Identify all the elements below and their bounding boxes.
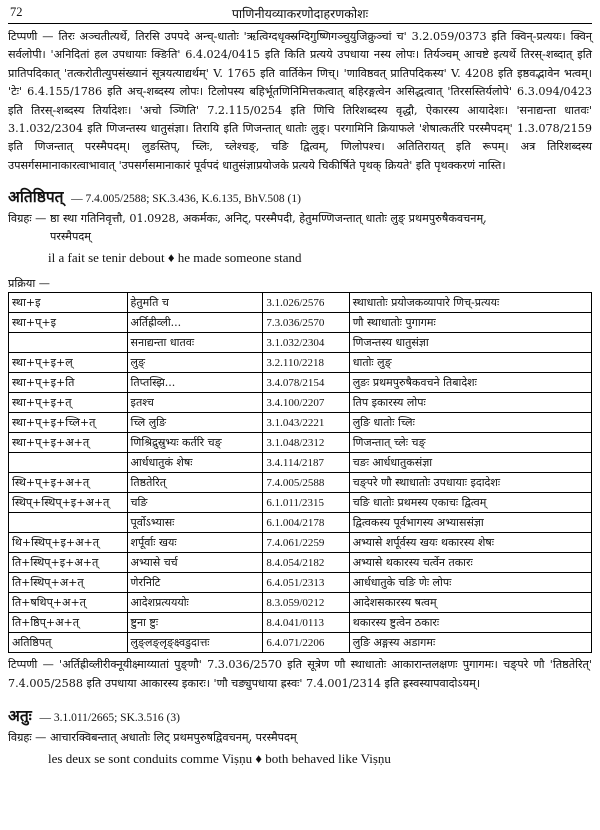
- vigraha-2: [8, 729, 592, 747]
- headword-references-2: — 3.1.011/2665; SK.3.516 (3): [39, 712, 180, 725]
- sutra-number: 3.1.032/2304: [263, 333, 349, 353]
- gloss-2: les deux se sont conduits comme Viṣṇu ♦ both behaved like Viṣṇu: [48, 751, 391, 767]
- table-row: [9, 493, 592, 513]
- derivation-form: स्था+प्+इ: [9, 313, 128, 333]
- sutra-text: सनाद्यन्ता धातवः: [127, 333, 263, 353]
- derivation-note: चङः आर्धधातुकसंज्ञा: [349, 453, 591, 473]
- headword: अतिष्ठिपत्: [8, 187, 64, 207]
- derivation-form: [9, 453, 128, 473]
- table-row: [9, 593, 592, 613]
- sutra-number: 8.4.041/0113: [263, 613, 349, 633]
- derivation-form: ति+स्थिप्+अ+त्: [9, 573, 128, 593]
- sutra-text: तिप्तस्झि...: [127, 373, 263, 393]
- table-row: [9, 413, 592, 433]
- derivation-form: स्था+प्+इ+ल्: [9, 353, 128, 373]
- derivation-form: [9, 333, 128, 353]
- table-row: [9, 613, 592, 633]
- sutra-number: 3.1.026/2576: [263, 293, 349, 313]
- headword-2: अतुः: [8, 706, 32, 726]
- table-row: [9, 293, 592, 313]
- derivation-note: लुङि धातोः च्लिः: [349, 413, 591, 433]
- sutra-number: 8.3.059/0212: [263, 593, 349, 613]
- prakriya-table: [8, 292, 592, 653]
- sutra-number: 6.1.011/2315: [263, 493, 349, 513]
- vigraha-text-2: आचारक्विबन्तात् अधातोः लिट् प्रथमपुरुषद्विवचनम्, परस्मैपदम्: [49, 731, 297, 745]
- table-row: [9, 473, 592, 493]
- derivation-note: तिप इकारस्य लोपः: [349, 393, 591, 413]
- sutra-text: णिश्रिद्रुस्रुभ्यः कर्तरि चङ्: [127, 433, 263, 453]
- entry-heading-2: [8, 704, 592, 726]
- sutra-text: लुङ्लङ्लृङ्क्ष्वडुदात्तः: [127, 633, 263, 653]
- table-row: [9, 313, 592, 333]
- vigraha-text-cont: परस्मैपदम्: [50, 230, 91, 244]
- note-paragraph-2: टिप्पणी — 'अर्तिह्रीव्लीरीक्नूयीक्ष्माय्यातां पुङ्णौ' 7.3.036/2570 इति सूत्रेण णौ स्थाधातोः आकारान्तलक्षणः पुगागमः। चङ्परे णौ 'तिष्ठतेरित्' 7.4.005/2588 इति उपधाया आकारस्य इकारः। 'णौ चङ्युपधाया ह्रस्वः' 7.4.001/2314 इति ह्रस्वस्यापवादोऽयम्।: [8, 658, 592, 690]
- derivation-note: चङ्परे णौ स्थाधातोः उपधायाः इदादेशः: [349, 473, 591, 493]
- derivation-form: स्था+प्+इ+त्: [9, 393, 128, 413]
- entry-heading: [8, 185, 592, 207]
- table-row: [9, 553, 592, 573]
- sutra-number: 6.4.051/2313: [263, 573, 349, 593]
- derivation-note: णिजन्तस्य धातुसंज्ञा: [349, 333, 591, 353]
- page-header: [8, 3, 592, 24]
- table-row: [9, 533, 592, 553]
- prakriya-label: प्रक्रिया —: [8, 277, 50, 291]
- derivation-form: स्थिप्+स्थिप्+इ+अ+त्: [9, 493, 128, 513]
- sutra-text: लुङ्: [127, 353, 263, 373]
- derivation-form: ति+स्थिप्+इ+अ+त्: [9, 553, 128, 573]
- derivation-note: आदेशसकारस्य षत्वम्: [349, 593, 591, 613]
- table-row: [9, 333, 592, 353]
- sutra-number: 3.4.114/2187: [263, 453, 349, 473]
- sutra-text: आर्धधातुकं शेषः: [127, 453, 263, 473]
- derivation-note: धातोः लुङ्: [349, 353, 591, 373]
- derivation-note: णौ स्थाधातोः पुगागमः: [349, 313, 591, 333]
- derivation-form: ति+ष्ठिप्+अ+त्: [9, 613, 128, 633]
- sutra-number: 7.3.036/2570: [263, 313, 349, 333]
- sutra-number: 6.4.071/2206: [263, 633, 349, 653]
- derivation-note: अभ्यासे थकारस्य चर्त्वेन तकारः: [349, 553, 591, 573]
- sutra-number: 3.1.043/2221: [263, 413, 349, 433]
- derivation-note: लुङः प्रथमपुरुषैकवचने तिबादेशः: [349, 373, 591, 393]
- table-row: [9, 393, 592, 413]
- derivation-form: स्था+प्+इ+अ+त्: [9, 433, 128, 453]
- sutra-text: च्लि लुङि: [127, 413, 263, 433]
- sutra-number: 6.1.004/2178: [263, 513, 349, 533]
- table-row: [9, 433, 592, 453]
- sutra-text: तिष्ठतेरित्: [127, 473, 263, 493]
- sutra-number: 7.4.061/2259: [263, 533, 349, 553]
- derivation-form: स्था+प्+इ+च्लि+त्: [9, 413, 128, 433]
- sutra-text: अर्तिह्रीव्ली...: [127, 313, 263, 333]
- table-row: [9, 453, 592, 473]
- derivation-note: थकारस्य ष्टुत्वेन ठकारः: [349, 613, 591, 633]
- headword-references: — 7.4.005/2588; SK.3.436, K.6.135, BhV.508 (1): [71, 193, 301, 206]
- sutra-number: 7.4.005/2588: [263, 473, 349, 493]
- derivation-form: स्था+इ: [9, 293, 128, 313]
- derivation-form: थि+स्थिप्+इ+अ+त्: [9, 533, 128, 553]
- sutra-text: आदेशप्रत्यययोः: [127, 593, 263, 613]
- sutra-number: 3.4.100/2207: [263, 393, 349, 413]
- sutra-text: शर्पूर्वाः खयः: [127, 533, 263, 553]
- gloss: il a fait se tenir debout ♦ he made someone stand: [48, 250, 302, 266]
- sutra-text: अभ्यासे चर्च: [127, 553, 263, 573]
- vigraha-label: विग्रहः —: [8, 212, 47, 226]
- vigraha-text: ष्ठा स्था गतिनिवृत्तौ, 01.0928, अकर्मकः, अनिट्, परस्मैपदी, हेतुमण्णिजन्तात् धातोः लुङ् प्रथमपुरुषैकवचनम्,: [49, 212, 487, 226]
- sutra-number: 3.1.048/2312: [263, 433, 349, 453]
- derivation-note: आर्धधातुके चङि णेः लोपः: [349, 573, 591, 593]
- vigraha: [8, 210, 592, 246]
- sutra-text: चङि: [127, 493, 263, 513]
- sutra-number: 8.4.054/2182: [263, 553, 349, 573]
- derivation-note: णिजन्तात् च्लेः चङ्: [349, 433, 591, 453]
- derivation-note: द्वित्वकस्य पूर्वभागस्य अभ्याससंज्ञा: [349, 513, 591, 533]
- table-row: [9, 573, 592, 593]
- sutra-text: ष्टुना ष्टुः: [127, 613, 263, 633]
- sutra-number: 3.4.078/2154: [263, 373, 349, 393]
- sutra-text: इतश्च: [127, 393, 263, 413]
- table-row: [9, 633, 592, 653]
- note-paragraph: टिप्पणी — तिरः अञ्चतीत्यर्थे, तिरसि उपपदे अन्च्-धातोः 'ऋत्विग्दधृक्स्रग्दिगुष्णिगञ्चुयुजिक्रुञ्चां च' 3.2.059/0373 इति क्विन्-प्रत्ययः। क्विन् सर्वलोपी। 'अनिदितां हल उपधायाः क्ङिति' 6.4.024/0415 इति किति प्रत्यये उपधाया नस्य लोपः। तिर्यञ्चम् आचष्टे इत्यर्थे तिरस्-शब्दात् इति प्रातिपदिकात् 'तत्करोतीत्युपसंख्यानं सूत्रयत्याद्यर्थम्' V. 1765 इति वार्तिकेन णिच्। 'णाविष्ठवत् प्रातिपदिकस्य' V. 4208 इति इष्ठवद्भावेन भत्वम्। 'टेः' 6.4.155/1786 इति अच्-शब्दस्य लोपः। टिलोपस्य बहिर्भूतणिनिमित्तकत्वात् बहिरङ्गत्वेन असिद्धत्वात् 'तिरसस्तिर्यलोपे' 6.3.094/0423 इति तिरस्-शब्दस्य तिर्यादेशः। 'अचो ञ्णिति' 7.2.115/0254 इति णिचि तिरिशब्दस्य वृद्धौ, ऐकारस्य आयादेशः। 'सनाद्यन्ता धातवः' 3.1.032/2304 इति णिजन्तस्य धातुसंज्ञा। तिरायि इति णिजन्तात् धातोः लुङ्। परगामिनि क्रियाफले 'शेषात्कर्तरि परस्मैपदम्' 1.3.078/2159 इति णिजन्तात् परस्मैपदम्। लुङस्तिप्, च्लिः, च्लेश्चङ्, चङि द्वित्वम्, णिलोपश्च। अतितिरायत् इति रूपम्। अत्र तिरिशब्दस्य उपसर्गसमानाकारत्वाभावात् 'उपसर्गसमानाकारं पूर्वपदं धातुसंज्ञाप्रयोजके प्रत्यये चिकीर्षिते पृथक् क्रियते' इति पृथक्करणं नास्ति।: [8, 30, 592, 172]
- vigraha-label-2: विग्रहः —: [8, 731, 47, 745]
- sutra-text: हेतुमति च: [127, 293, 263, 313]
- derivation-note: अभ्यासे शर्पूर्वस्य खयः थकारस्य शेषः: [349, 533, 591, 553]
- derivation-form: स्था+प्+इ+ति: [9, 373, 128, 393]
- derivation-note: लुङि अङ्गस्य अडागमः: [349, 633, 591, 653]
- page-number: 72: [10, 5, 23, 19]
- derivation-form: ति+षथिप्+अ+त्: [9, 593, 128, 613]
- derivation-note: स्थाधातोः प्रयोजकव्यापारे णिच्-प्रत्ययः: [349, 293, 591, 313]
- table-row: [9, 373, 592, 393]
- table-row: [9, 353, 592, 373]
- running-title: पाणिनीयव्याकरणोदाहरणकोशः: [231, 6, 369, 21]
- sutra-number: 3.2.110/2218: [263, 353, 349, 373]
- derivation-form: अतिष्ठिपत्: [9, 633, 128, 653]
- table-row: [9, 513, 592, 533]
- derivation-note: चङि धातोः प्रथमस्य एकाचः द्वित्वम्: [349, 493, 591, 513]
- derivation-form: स्थि+प्+इ+अ+त्: [9, 473, 128, 493]
- sutra-text: पूर्वोऽभ्यासः: [127, 513, 263, 533]
- sutra-text: णेरनिटि: [127, 573, 263, 593]
- derivation-form: [9, 513, 128, 533]
